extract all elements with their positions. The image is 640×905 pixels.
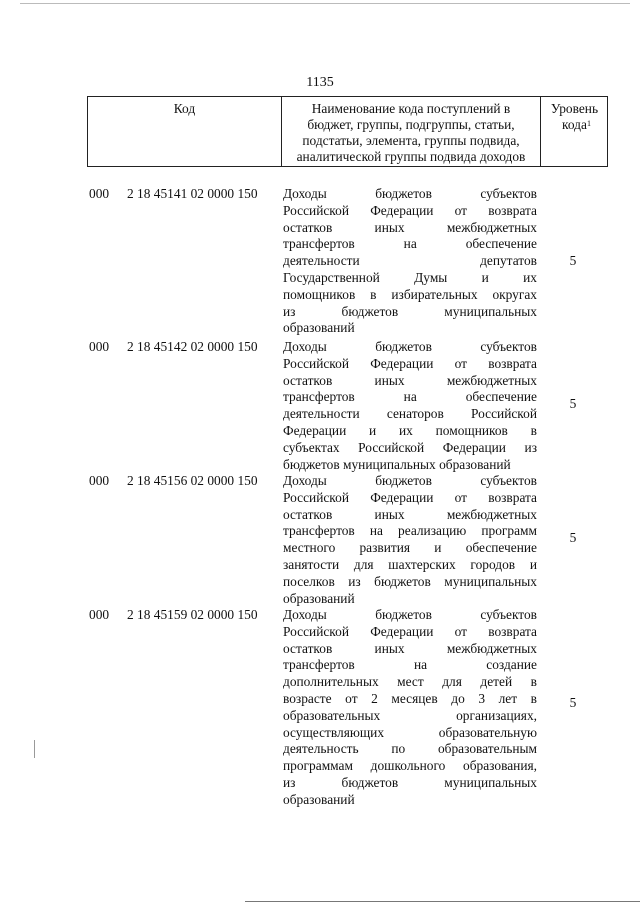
- revenue-name-line: остатков иных межбюджетных: [283, 219, 537, 235]
- group-code: 000: [89, 339, 110, 354]
- group-code: 000: [89, 473, 110, 488]
- revenue-name-line: трансфертов на реализацию программ: [283, 523, 537, 539]
- revenue-code: 2 18 45159 02 0000 150: [127, 607, 258, 622]
- page-number: 1135: [306, 75, 334, 90]
- scan-bottom-line: [245, 901, 640, 902]
- revenue-name-line: из бюджетов муниципальных: [283, 303, 537, 319]
- revenue-name-line: Доходы бюджетов субъектов: [283, 186, 537, 201]
- revenue-name-line: деятельности депутатов: [283, 253, 537, 269]
- revenue-name-line: возрасте от 2 месяцев до 3 лет в: [283, 690, 537, 706]
- revenue-name: [283, 473, 537, 607]
- revenue-name-line: деятельности сенаторов Российской: [283, 406, 537, 422]
- revenue-name-line: образований: [283, 320, 355, 336]
- revenue-name-line: дополнительных мест для детей в: [283, 674, 537, 690]
- revenue-name-line: помощников в избирательных округах: [283, 286, 537, 302]
- header-name-line: подстатьи, элемента, группы подвида,: [302, 133, 520, 148]
- table-header: [87, 96, 608, 167]
- revenue-name-line: Российской Федерации от возврата: [283, 623, 537, 639]
- revenue-name-line: Федерации и их помощников в: [283, 422, 537, 438]
- revenue-name-line: трансфертов на обеспечение: [283, 389, 537, 405]
- revenue-name-line: трансфертов на обеспечение: [283, 236, 537, 252]
- revenue-code: 2 18 45142 02 0000 150: [127, 339, 258, 354]
- code-level: 5: [569, 396, 577, 411]
- header-level-cell: [541, 97, 608, 166]
- revenue-name-line: остатков иных межбюджетных: [283, 506, 537, 522]
- revenue-name-line: осуществляющих образовательную: [283, 724, 537, 740]
- revenue-name: [283, 339, 537, 473]
- revenue-name-line: бюджетов муниципальных образований: [283, 456, 511, 472]
- code-level: 5: [569, 253, 577, 268]
- header-level-label-2: кода: [562, 117, 587, 132]
- footnote-marker: 1: [586, 119, 591, 128]
- revenue-name-line: Доходы бюджетов субъектов: [283, 607, 537, 622]
- revenue-name-line: образований: [283, 791, 355, 807]
- revenue-name-line: занятости для шахтерских городов и: [283, 556, 537, 572]
- code-level: 5: [569, 695, 577, 710]
- revenue-name-line: Доходы бюджетов субъектов: [283, 473, 537, 488]
- header-name-line: аналитической группы подвида доходов: [296, 149, 526, 164]
- revenue-name-line: образовательных организациях,: [283, 707, 537, 723]
- header-name-line: бюджет, группы, подгруппы, статьи,: [307, 117, 515, 132]
- revenue-name-line: трансфертов на создание: [283, 657, 537, 673]
- group-code: 000: [89, 607, 110, 622]
- scan-edge-line: [20, 3, 630, 4]
- revenue-name-line: образований: [283, 590, 355, 606]
- header-level-label: Уровень: [550, 101, 599, 116]
- revenue-name-line: местного развития и обеспечение: [283, 540, 537, 556]
- header-name-line: Наименование кода поступлений в: [311, 101, 511, 116]
- scan-mark: [34, 740, 35, 758]
- revenue-name-line: программам дошкольного образования,: [283, 758, 537, 774]
- header-code-label: Код: [173, 101, 196, 116]
- revenue-name: [283, 186, 537, 337]
- revenue-name-line: поселков из бюджетов муниципальных: [283, 573, 537, 589]
- revenue-name-line: остатков иных межбюджетных: [283, 372, 537, 388]
- revenue-name-line: деятельность по образовательным: [283, 741, 537, 757]
- revenue-name-line: Доходы бюджетов субъектов: [283, 339, 537, 354]
- code-level: 5: [569, 530, 577, 545]
- revenue-name-line: субъектах Российской Федерации из: [283, 439, 537, 455]
- revenue-name-line: Государственной Думы и их: [283, 269, 537, 285]
- revenue-name-line: Российской Федерации от возврата: [283, 355, 537, 371]
- revenue-name-line: остатков иных межбюджетных: [283, 640, 537, 656]
- revenue-code: 2 18 45156 02 0000 150: [127, 473, 258, 488]
- revenue-name-line: Российской Федерации от возврата: [283, 489, 537, 505]
- revenue-name: [283, 607, 537, 809]
- header-name-cell: [282, 97, 541, 166]
- revenue-name-line: Российской Федерации от возврата: [283, 202, 537, 218]
- revenue-name-line: из бюджетов муниципальных: [283, 774, 537, 790]
- revenue-code: 2 18 45141 02 0000 150: [127, 186, 258, 201]
- group-code: 000: [89, 186, 110, 201]
- header-code-cell: [88, 97, 282, 166]
